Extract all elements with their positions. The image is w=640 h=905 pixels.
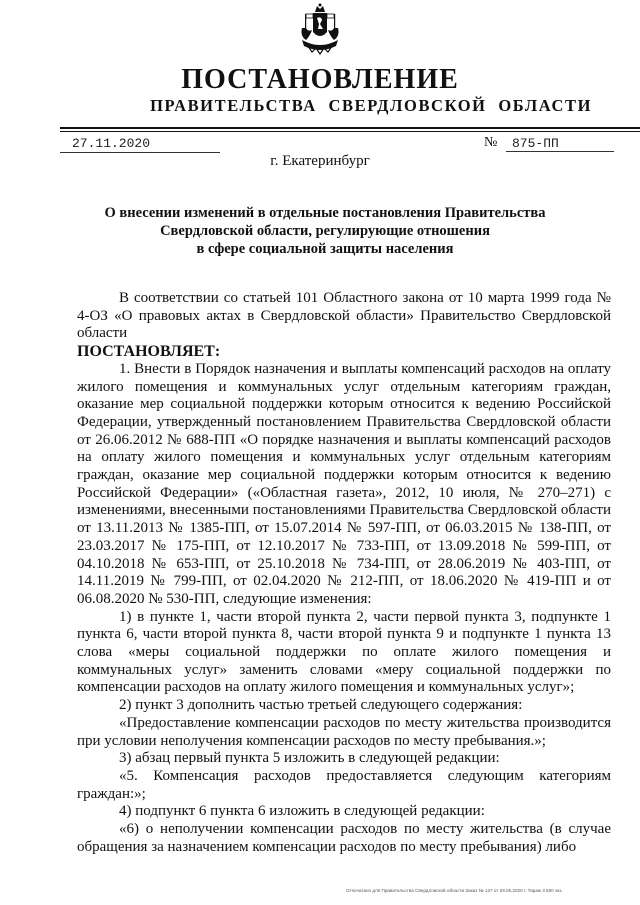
issuing-authority: ПРАВИТЕЛЬСТВА СВЕРДЛОВСКОЙ ОБЛАСТИ (150, 96, 592, 115)
heading-line: Свердловской области, регулирующие отношения (160, 223, 490, 239)
paragraph: 4) подпункт 6 пункта 6 изложить в следующей редакции: (119, 803, 485, 820)
city: г. Екатеринбург (270, 153, 370, 169)
document-body (77, 290, 611, 857)
paragraph: «5. Компенсация расходов предоставляется следующим категориям граждан:»; (77, 767, 611, 802)
paragraph: 2) пункт 3 дополнить частью третьей следующего содержания: (119, 697, 523, 714)
preamble: В соответствии со статьей 101 Областного закона от 10 марта 1999 года № 4-ОЗ «О правовых актах в Свердловской области» Правительство Свердловской области (77, 290, 611, 342)
header-rule-thick (60, 127, 640, 129)
document-type-title: ПОСТАНОВЛЕНИЕ (181, 64, 459, 95)
print-footer: Отпечатано для Правительства Свердловской области Заказ № 127 от 29.05.2020 г. Тираж 3 500 экз. (346, 888, 563, 893)
header-rule-thin (60, 131, 640, 132)
paragraph: 3) абзац первый пункта 5 изложить в следующей редакции: (119, 750, 500, 767)
paragraph: 1. Внести в Порядок назначения и выплаты компенсаций расходов на оплату жилого помещения и коммунальных услуг отдельным категориям граждан, оказание мер социальной поддержки которым относится к ведению Российской Федерации, утвержденный постановлением Правительства Свердловской области от 26.06.2012 № 688-ПП «О порядке назначения и выплаты компенсаций расходов на оплату жилого помещения и коммунальных услуг отдельным категориям граждан, оказание мер социальной поддержки которым относится к ведению Российской Федерации» («Областная газета», 2012, 10 июля, № 270–271) с изменениями, внесенными постановлениями Правительства Свердловской области от 13.11.2013 № 1385-ПП, от 15.07.2014 № 597-ПП, от 06.03.2015 № 138-ПП, от 23.03.2017 № 175-ПП, от 12.10.2017 № 733-ПП, от 13.09.2018 № 599-ПП, от 04.10.2018 № 653-ПП, от 25.10.2018 № 734-ПП, от 28.06.2019 № 403-ПП, от 14.11.2019 № 799-ПП, от 02.04.2020 № 212-ПП, от 18.06.2020 № 419-ПП и от 06.08.2020 № 530-ПП, следующие изменения: (77, 360, 611, 607)
paragraph: 1) в пункте 1, части второй пункта 2, части первой пункта 3, подпункте 1 пункта 6, части второй пункта 8, части второй пункта 9 и подпункте 1 пункта 13 слова «меры социальной поддержки по оплате жилого помещения и коммунальных услуг» заменить словами «меру социальной поддержки по компенсации расходов на оплату жилого помещения и коммунальных услуг»; (77, 608, 611, 696)
heading-line: в сфере социальной защиты населения (196, 241, 454, 257)
coat-of-arms-icon (298, 2, 342, 60)
paragraph: «6) о неполучении компенсации расходов по месту жительства (в случае обращения за назначением компенсации расходов по месту пребывания) либо (77, 821, 611, 855)
paragraph: «Предоставление компенсации расходов по месту жительства производится при условии неполучения компенсации расходов по месту пребывания.»; (77, 714, 611, 749)
decree-word: ПОСТАНОВЛЯЕТ: (77, 343, 221, 361)
number-field (484, 135, 614, 152)
document-heading (90, 204, 560, 258)
document-date: 27.11.2020 (72, 136, 151, 151)
document-number: 875-ПП (512, 136, 559, 151)
date-field (60, 135, 220, 153)
number-sign: № (484, 135, 498, 150)
heading-line: О внесении изменений в отдельные постановления Правительства (104, 205, 546, 221)
